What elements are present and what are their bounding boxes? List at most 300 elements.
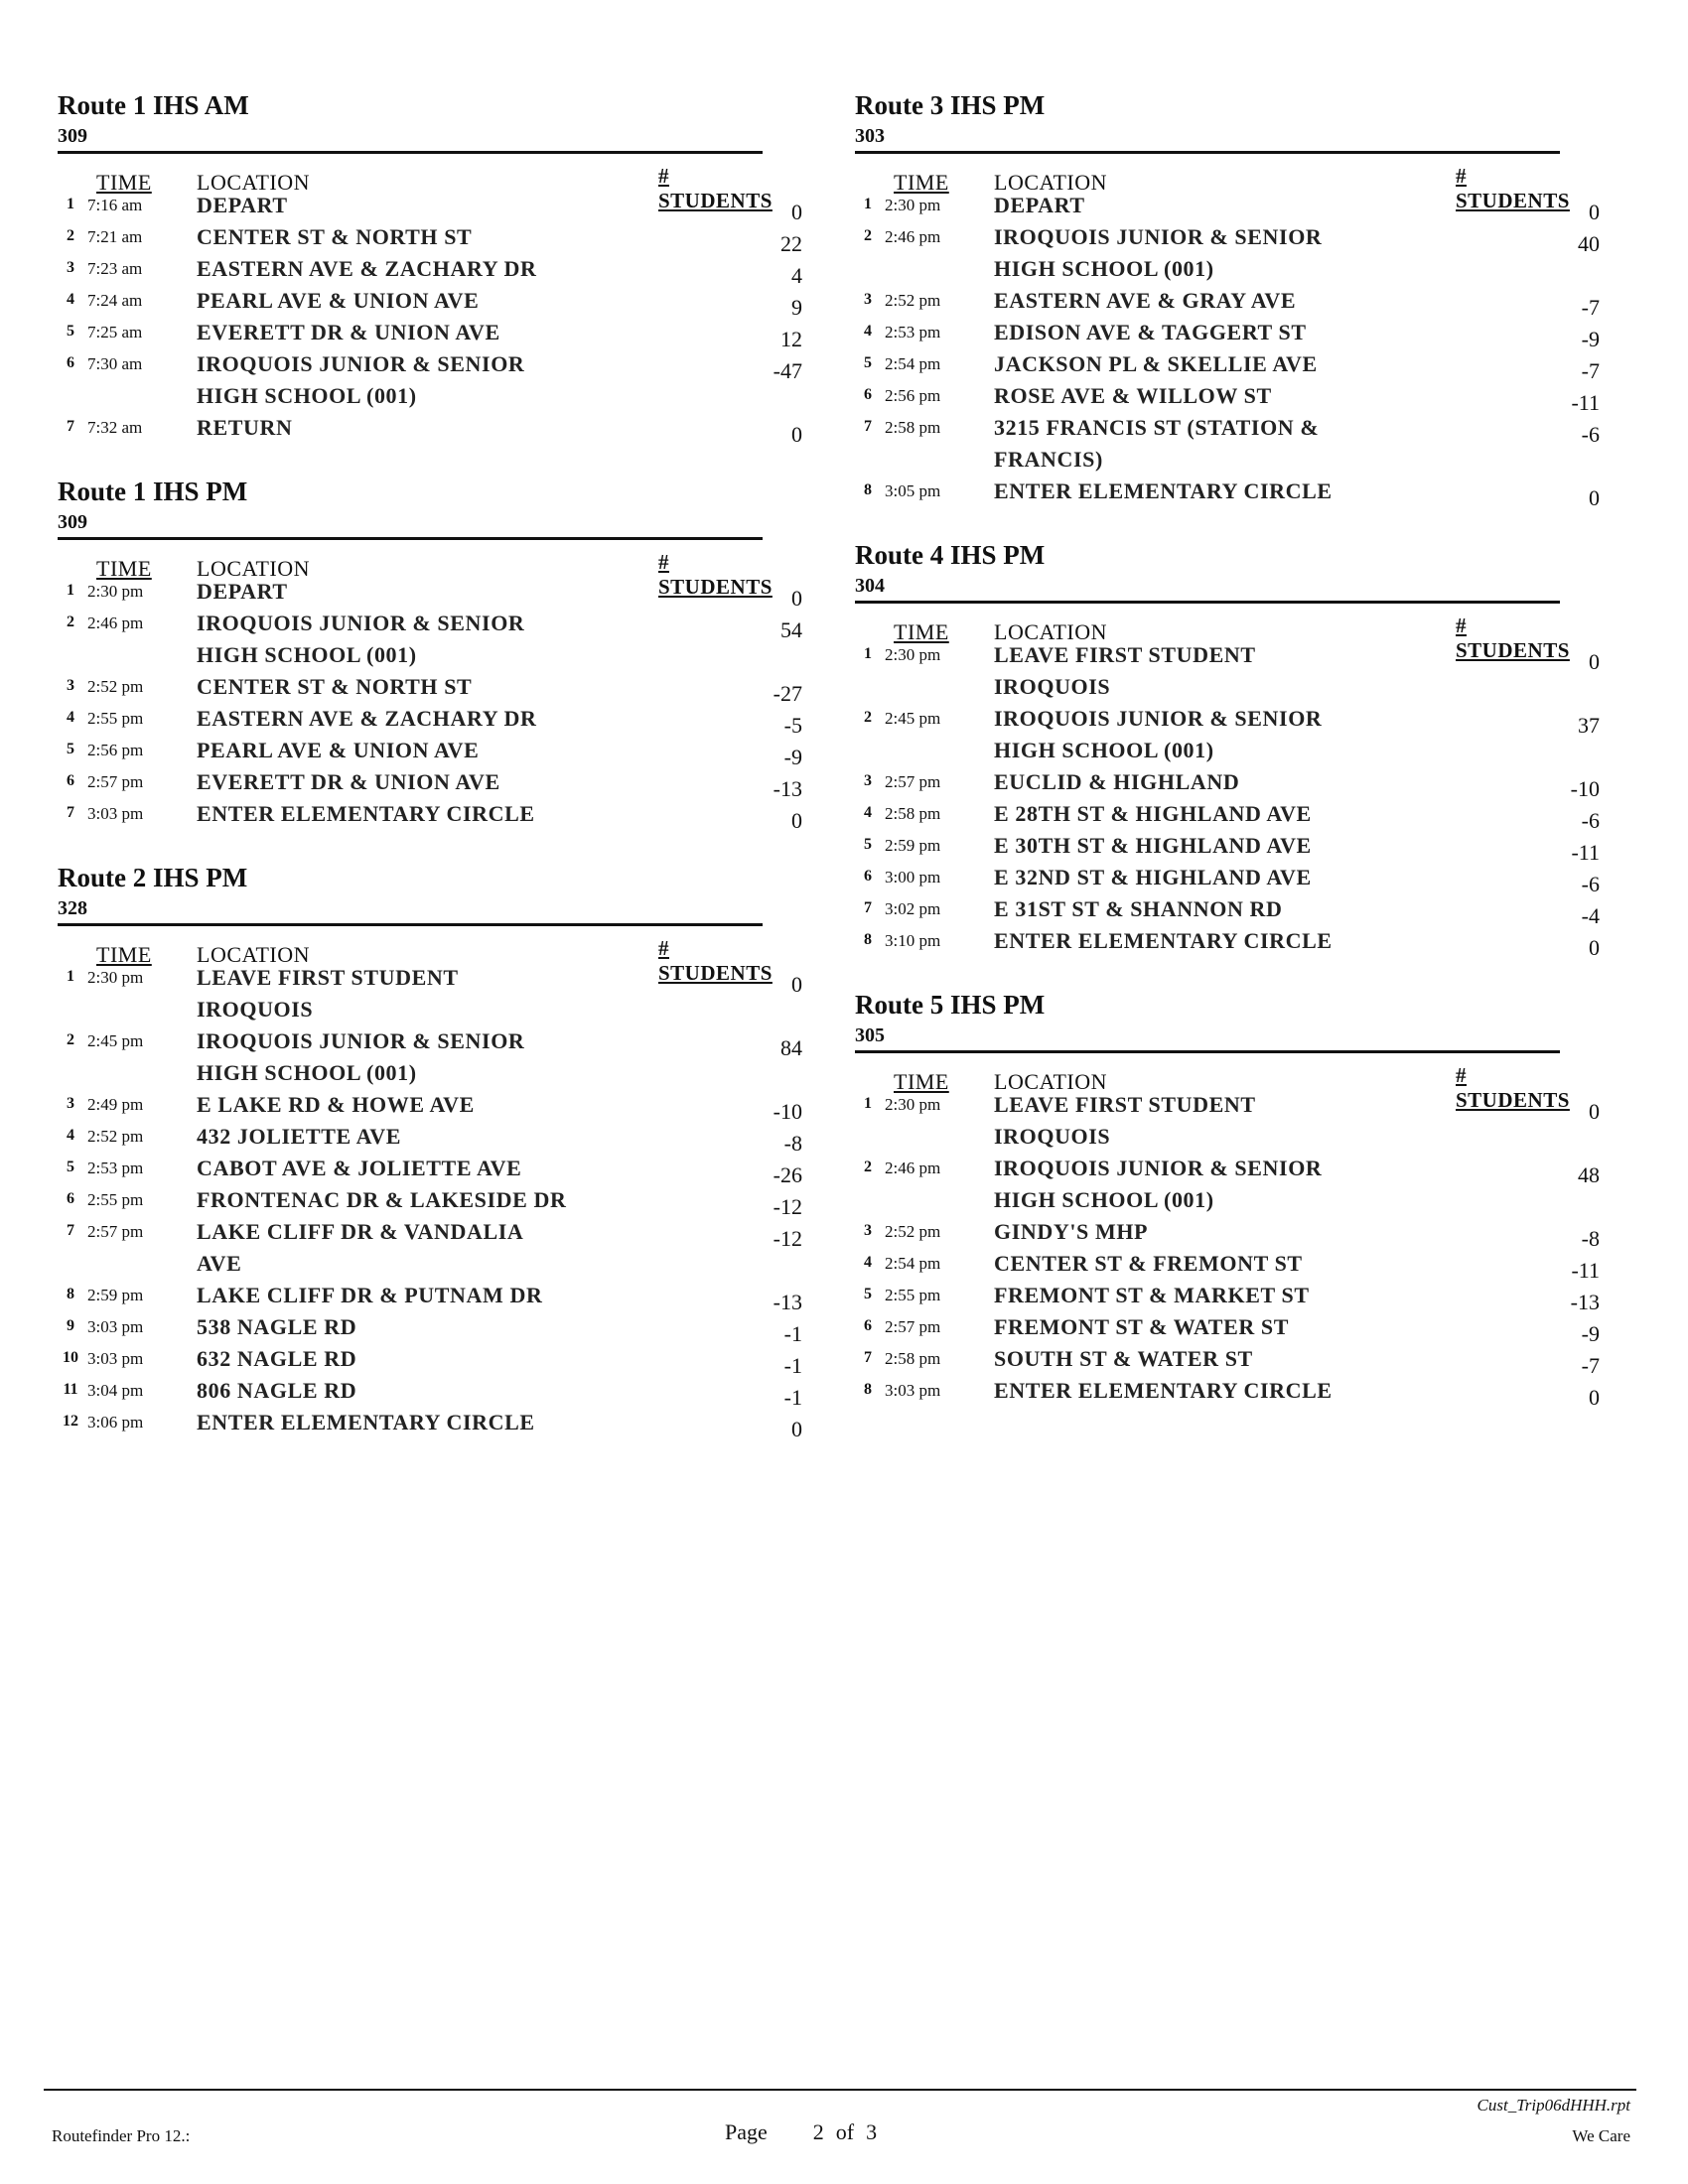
location-line: FRANCIS) — [994, 447, 1103, 472]
location-line: LEAVE FIRST STUDENT — [197, 965, 459, 990]
location-line: RETURN — [197, 415, 293, 440]
stop-number: 1 — [864, 1095, 872, 1112]
stop-students: -27 — [773, 681, 802, 706]
location-line: IROQUOIS JUNIOR & SENIOR — [197, 1028, 525, 1053]
left-column — [58, 87, 802, 1468]
stop-time: 3:03 pm — [87, 1349, 144, 1368]
stop-time: 2:52 pm — [87, 677, 144, 696]
stop-number: 3 — [864, 291, 872, 308]
stop-location — [197, 1089, 614, 1121]
stop-location — [197, 735, 614, 766]
footer-company: We Care — [1572, 2126, 1630, 2145]
location-line: ENTER ELEMENTARY CIRCLE — [994, 478, 1333, 503]
stop-number: 3 — [864, 772, 872, 789]
location-line: CENTER ST & FREMONT ST — [994, 1251, 1303, 1276]
stop-row — [855, 380, 1600, 415]
route-bus-number: 303 — [855, 125, 885, 147]
stop-location — [994, 798, 1411, 830]
stop-time: 2:46 pm — [885, 227, 941, 246]
stop-students: 0 — [791, 200, 802, 224]
location-line: EASTERN AVE & ZACHARY DR — [197, 706, 537, 731]
location-line: LEAVE FIRST STUDENT — [994, 1092, 1256, 1117]
location-line: FRONTENAC DR & LAKESIDE DR — [197, 1187, 567, 1212]
stop-number: 6 — [864, 1317, 872, 1334]
stop-location — [197, 190, 614, 221]
stop-row — [855, 412, 1600, 476]
location-line: DEPART — [197, 193, 288, 217]
location-line: HIGH SCHOOL (001) — [197, 1060, 417, 1085]
stop-location — [994, 476, 1411, 507]
location-line: FREMONT ST & MARKET ST — [994, 1283, 1310, 1307]
location-line: AVE — [197, 1251, 242, 1276]
route-bus-number: 304 — [855, 575, 885, 597]
stop-location — [197, 766, 614, 798]
location-line: JACKSON PL & SKELLIE AVE — [994, 351, 1318, 376]
stop-location — [994, 317, 1411, 348]
report-filename: Cust_Trip06dHHH.rpt — [1477, 2096, 1630, 2115]
route-section — [855, 987, 1600, 1410]
location-line: FREMONT ST & WATER ST — [994, 1314, 1290, 1339]
page-of: of — [835, 2119, 855, 2144]
stop-location — [197, 798, 614, 830]
location-line: E 28TH ST & HIGHLAND AVE — [994, 801, 1312, 826]
location-line: IROQUOIS JUNIOR & SENIOR — [994, 224, 1323, 249]
location-line: IROQUOIS JUNIOR & SENIOR — [994, 706, 1323, 731]
stop-number: 3 — [67, 259, 74, 276]
stop-time: 2:52 pm — [87, 1127, 144, 1146]
stop-number: 8 — [864, 931, 872, 948]
stop-number: 4 — [67, 709, 74, 726]
stop-students: 0 — [791, 422, 802, 447]
stop-number: 6 — [67, 772, 74, 789]
route-section — [58, 474, 802, 833]
stop-time: 2:52 pm — [885, 1222, 941, 1241]
stop-students: -10 — [773, 1099, 802, 1124]
stop-number: 4 — [67, 291, 74, 308]
stop-location — [197, 1407, 614, 1438]
stop-time: 7:30 am — [87, 354, 143, 373]
stop-number: 6 — [67, 354, 74, 371]
stop-number: 1 — [864, 196, 872, 212]
location-line: GINDY'S MHP — [994, 1219, 1149, 1244]
stop-row — [855, 1089, 1600, 1153]
route-title: Route 4 IHS PM — [855, 540, 1046, 570]
stop-students: 0 — [1589, 1099, 1600, 1124]
header-time: TIME — [894, 619, 949, 644]
stop-number: 1 — [67, 196, 74, 212]
stop-students: 0 — [1589, 200, 1600, 224]
stop-students: -11 — [1571, 390, 1600, 415]
stop-time: 7:21 am — [87, 227, 143, 246]
stop-students: 22 — [780, 231, 802, 256]
stop-time: 2:46 pm — [87, 614, 144, 632]
footer-software: Routefinder Pro 12.: — [52, 2126, 191, 2145]
route-title: Route 1 IHS PM — [58, 477, 248, 506]
stop-time: 2:56 pm — [885, 386, 941, 405]
stop-row — [58, 576, 802, 611]
stop-row — [58, 1184, 802, 1219]
stop-students: -11 — [1571, 1258, 1600, 1283]
route-bus-number: 309 — [58, 511, 87, 533]
page-indicator — [725, 2119, 922, 2145]
stop-location — [197, 221, 614, 253]
location-line: HIGH SCHOOL (001) — [994, 738, 1214, 762]
stop-row — [855, 190, 1600, 224]
right-column — [855, 87, 1600, 1436]
stop-location — [994, 412, 1411, 476]
stop-location — [197, 1343, 614, 1375]
stop-location — [197, 412, 614, 444]
header-time: TIME — [96, 170, 152, 195]
stop-row — [58, 962, 802, 1025]
header-location: LOCATION — [197, 942, 310, 967]
stop-time: 2:55 pm — [87, 1190, 144, 1209]
stop-location — [994, 1375, 1411, 1407]
stop-location — [994, 893, 1411, 925]
stop-students: -9 — [783, 745, 802, 769]
header-location: LOCATION — [994, 1069, 1107, 1094]
header-students: # STUDENTS — [658, 164, 773, 212]
stop-time: 7:32 am — [87, 418, 143, 437]
stop-time: 3:10 pm — [885, 931, 941, 950]
stop-location — [197, 253, 614, 285]
stop-location — [197, 1153, 614, 1184]
stop-number: 4 — [864, 804, 872, 821]
location-line: 632 NAGLE RD — [197, 1346, 357, 1371]
location-line: EVERETT DR & UNION AVE — [197, 320, 500, 344]
stop-students: -1 — [783, 1353, 802, 1378]
stop-time: 2:58 pm — [885, 804, 941, 823]
stop-location — [994, 1343, 1411, 1375]
stop-students: -13 — [1570, 1290, 1600, 1314]
location-line: EUCLID & HIGHLAND — [994, 769, 1240, 794]
stop-row — [855, 317, 1600, 351]
stop-students: 0 — [1589, 1385, 1600, 1410]
stop-row — [58, 608, 802, 671]
stop-row — [855, 1216, 1600, 1251]
stop-row — [855, 476, 1600, 510]
stop-students: 37 — [1578, 713, 1600, 738]
page-total: 3 — [866, 2119, 878, 2144]
stop-number: 3 — [67, 1095, 74, 1112]
stop-students: 0 — [1589, 935, 1600, 960]
stop-students: -7 — [1581, 295, 1600, 320]
stop-number: 5 — [864, 836, 872, 853]
stop-location — [197, 962, 614, 1025]
header-students: # STUDENTS — [658, 936, 773, 985]
stop-time: 2:46 pm — [885, 1159, 941, 1177]
stop-students: 0 — [1589, 485, 1600, 510]
route-title: Route 3 IHS PM — [855, 90, 1046, 120]
header-students: # STUDENTS — [658, 550, 773, 599]
stop-row — [58, 735, 802, 769]
stop-students: -8 — [783, 1131, 802, 1156]
stop-time: 2:49 pm — [87, 1095, 144, 1114]
stop-students: 4 — [791, 263, 802, 288]
stop-row — [58, 285, 802, 320]
stop-location — [994, 830, 1411, 862]
stop-location — [994, 703, 1411, 766]
header-time: TIME — [96, 942, 152, 967]
stop-students: 0 — [791, 972, 802, 997]
location-line: E LAKE RD & HOWE AVE — [197, 1092, 475, 1117]
location-line: CENTER ST & NORTH ST — [197, 674, 473, 699]
stop-location — [197, 671, 614, 703]
stop-number: 4 — [864, 323, 872, 340]
stop-row — [855, 862, 1600, 896]
stop-row — [58, 412, 802, 447]
stop-number: 3 — [864, 1222, 872, 1239]
route-bus-number: 309 — [58, 125, 87, 147]
header-location: LOCATION — [197, 556, 310, 581]
stop-students: -4 — [1581, 903, 1600, 928]
stop-number: 7 — [67, 1222, 74, 1239]
stop-number: 4 — [864, 1254, 872, 1271]
location-line: IROQUOIS — [994, 674, 1111, 699]
stop-students: 12 — [780, 327, 802, 351]
header-location: LOCATION — [197, 170, 310, 195]
stop-location — [197, 608, 614, 671]
location-line: 806 NAGLE RD — [197, 1378, 357, 1403]
stop-location — [994, 190, 1411, 221]
stop-location — [994, 1280, 1411, 1311]
stop-time: 2:30 pm — [885, 196, 941, 214]
location-line: ENTER ELEMENTARY CIRCLE — [197, 801, 535, 826]
location-line: 432 JOLIETTE AVE — [197, 1124, 402, 1149]
stop-number: 1 — [67, 968, 74, 985]
location-line: EASTERN AVE & ZACHARY DR — [197, 256, 537, 281]
stop-number: 5 — [864, 354, 872, 371]
page-number: 2 — [812, 2119, 824, 2144]
route-section — [855, 87, 1600, 510]
location-line: CABOT AVE & JOLIETTE AVE — [197, 1156, 522, 1180]
stop-time: 2:30 pm — [87, 582, 144, 601]
location-line: HIGH SCHOOL (001) — [197, 642, 417, 667]
stop-row — [855, 925, 1600, 960]
location-line: E 30TH ST & HIGHLAND AVE — [994, 833, 1312, 858]
stop-location — [994, 1248, 1411, 1280]
stop-location — [994, 380, 1411, 412]
stop-time: 3:03 pm — [885, 1381, 941, 1400]
location-line: EVERETT DR & UNION AVE — [197, 769, 500, 794]
location-line: 538 NAGLE RD — [197, 1314, 357, 1339]
stop-students: -6 — [1581, 872, 1600, 896]
stop-students: 54 — [780, 617, 802, 642]
stop-location — [197, 1025, 614, 1089]
header-students: # STUDENTS — [1456, 1063, 1570, 1112]
stop-row — [855, 798, 1600, 833]
stop-number: 7 — [864, 899, 872, 916]
header-students: # STUDENTS — [1456, 614, 1570, 662]
location-line: IROQUOIS JUNIOR & SENIOR — [197, 611, 525, 635]
location-line: IROQUOIS JUNIOR & SENIOR — [197, 351, 525, 376]
stop-number: 8 — [864, 1381, 872, 1398]
stop-row — [855, 766, 1600, 801]
location-line: EDISON AVE & TAGGERT ST — [994, 320, 1307, 344]
stop-row — [855, 1311, 1600, 1346]
stop-location — [197, 1311, 614, 1343]
stop-number: 6 — [864, 386, 872, 403]
location-line: HIGH SCHOOL (001) — [994, 1187, 1214, 1212]
stop-students: -6 — [1581, 808, 1600, 833]
location-line: ENTER ELEMENTARY CIRCLE — [994, 1378, 1333, 1403]
location-line: ENTER ELEMENTARY CIRCLE — [994, 928, 1333, 953]
location-line: LEAVE FIRST STUDENT — [994, 642, 1256, 667]
stop-number: 2 — [67, 614, 74, 630]
stop-time: 2:55 pm — [885, 1286, 941, 1304]
stop-students: -11 — [1571, 840, 1600, 865]
location-line: ENTER ELEMENTARY CIRCLE — [197, 1410, 535, 1434]
stop-number: 2 — [864, 709, 872, 726]
stop-time: 7:25 am — [87, 323, 143, 341]
stop-time: 3:02 pm — [885, 899, 941, 918]
location-line: IROQUOIS — [197, 997, 314, 1022]
location-line: CENTER ST & NORTH ST — [197, 224, 473, 249]
location-line: LAKE CLIFF DR & VANDALIA — [197, 1219, 524, 1244]
route-section — [58, 860, 802, 1441]
stop-row — [855, 1280, 1600, 1314]
stop-time: 2:57 pm — [885, 772, 941, 791]
stop-students: -1 — [783, 1321, 802, 1346]
stop-location — [994, 1089, 1411, 1153]
stop-number: 5 — [67, 323, 74, 340]
stop-time: 2:59 pm — [885, 836, 941, 855]
stop-students: 0 — [791, 1417, 802, 1441]
location-line: ROSE AVE & WILLOW ST — [994, 383, 1272, 408]
stop-number: 2 — [67, 227, 74, 244]
stop-students: -12 — [773, 1226, 802, 1251]
stop-row — [58, 1407, 802, 1441]
stop-row — [58, 1280, 802, 1314]
stop-students: -7 — [1581, 1353, 1600, 1378]
stop-students: -13 — [773, 1290, 802, 1314]
stop-row — [855, 1153, 1600, 1216]
stop-time: 2:57 pm — [885, 1317, 941, 1336]
header-location: LOCATION — [994, 170, 1107, 195]
stop-row — [58, 671, 802, 706]
stop-time: 7:23 am — [87, 259, 143, 278]
stop-row — [58, 221, 802, 256]
route-section — [58, 87, 802, 447]
stop-location — [197, 1280, 614, 1311]
location-line: E 32ND ST & HIGHLAND AVE — [994, 865, 1312, 889]
stop-students: -9 — [1581, 1321, 1600, 1346]
stop-row — [58, 1216, 802, 1280]
stop-row — [855, 1248, 1600, 1283]
stop-number: 2 — [864, 227, 872, 244]
stop-number: 10 — [63, 1349, 78, 1366]
route-title: Route 1 IHS AM — [58, 90, 249, 120]
stop-row — [58, 1089, 802, 1124]
stop-location — [197, 703, 614, 735]
stop-time: 2:57 pm — [87, 1222, 144, 1241]
stop-time: 2:57 pm — [87, 772, 144, 791]
stop-number: 3 — [67, 677, 74, 694]
stop-row — [855, 703, 1600, 766]
stop-location — [197, 1375, 614, 1407]
stop-row — [855, 830, 1600, 865]
location-line: PEARL AVE & UNION AVE — [197, 738, 480, 762]
stop-time: 2:30 pm — [87, 968, 144, 987]
stop-number: 12 — [63, 1413, 78, 1430]
page-label: Page — [725, 2119, 768, 2144]
location-line: 3215 FRANCIS ST (STATION & — [994, 415, 1320, 440]
header-students: # STUDENTS — [1456, 164, 1570, 212]
stop-location — [197, 1184, 614, 1216]
stop-students: -10 — [1570, 776, 1600, 801]
stop-students: 48 — [1578, 1162, 1600, 1187]
stop-students: -1 — [783, 1385, 802, 1410]
stop-time: 3:04 pm — [87, 1381, 144, 1400]
stop-number: 9 — [67, 1317, 74, 1334]
stop-row — [58, 1153, 802, 1187]
stop-row — [58, 317, 802, 351]
stop-row — [58, 190, 802, 224]
stop-number: 5 — [864, 1286, 872, 1302]
stop-students: -47 — [773, 358, 802, 383]
stop-time: 2:45 pm — [87, 1031, 144, 1050]
stop-number: 4 — [67, 1127, 74, 1144]
stop-row — [58, 798, 802, 833]
stop-students: -5 — [783, 713, 802, 738]
stop-location — [994, 1153, 1411, 1216]
header-time: TIME — [96, 556, 152, 581]
location-line: IROQUOIS JUNIOR & SENIOR — [994, 1156, 1323, 1180]
stop-number: 5 — [67, 741, 74, 757]
stop-time: 2:53 pm — [87, 1159, 144, 1177]
stop-location — [197, 285, 614, 317]
stop-row — [58, 1025, 802, 1089]
route-title: Route 5 IHS PM — [855, 990, 1046, 1020]
stop-number: 7 — [864, 418, 872, 435]
stop-location — [197, 348, 614, 412]
stop-number: 2 — [864, 1159, 872, 1175]
stop-row — [58, 1311, 802, 1346]
stop-number: 8 — [67, 1286, 74, 1302]
stop-row — [855, 1375, 1600, 1410]
stop-students: -7 — [1581, 358, 1600, 383]
location-line: E 31ST ST & SHANNON RD — [994, 896, 1283, 921]
location-line: HIGH SCHOOL (001) — [994, 256, 1214, 281]
stop-number: 8 — [864, 481, 872, 498]
header-time: TIME — [894, 1069, 949, 1094]
stop-row — [58, 1343, 802, 1378]
route-title: Route 2 IHS PM — [58, 863, 248, 892]
stop-students: 0 — [1589, 649, 1600, 674]
stop-students: -8 — [1581, 1226, 1600, 1251]
stop-time: 3:00 pm — [885, 868, 941, 887]
stop-students: -12 — [773, 1194, 802, 1219]
location-line: DEPART — [994, 193, 1085, 217]
location-line: HIGH SCHOOL (001) — [197, 383, 417, 408]
stop-number: 6 — [864, 868, 872, 885]
stop-time: 2:55 pm — [87, 709, 144, 728]
stop-location — [994, 221, 1411, 285]
stop-location — [994, 348, 1411, 380]
stop-students: 0 — [791, 586, 802, 611]
stop-students: 9 — [791, 295, 802, 320]
stop-location — [197, 317, 614, 348]
stop-row — [855, 1343, 1600, 1378]
stop-number: 6 — [67, 1190, 74, 1207]
stop-number: 2 — [67, 1031, 74, 1048]
stop-location — [994, 1311, 1411, 1343]
location-line: SOUTH ST & WATER ST — [994, 1346, 1253, 1371]
stop-students: -9 — [1581, 327, 1600, 351]
stop-number: 11 — [63, 1381, 78, 1398]
stop-row — [855, 221, 1600, 285]
stop-row — [58, 703, 802, 738]
